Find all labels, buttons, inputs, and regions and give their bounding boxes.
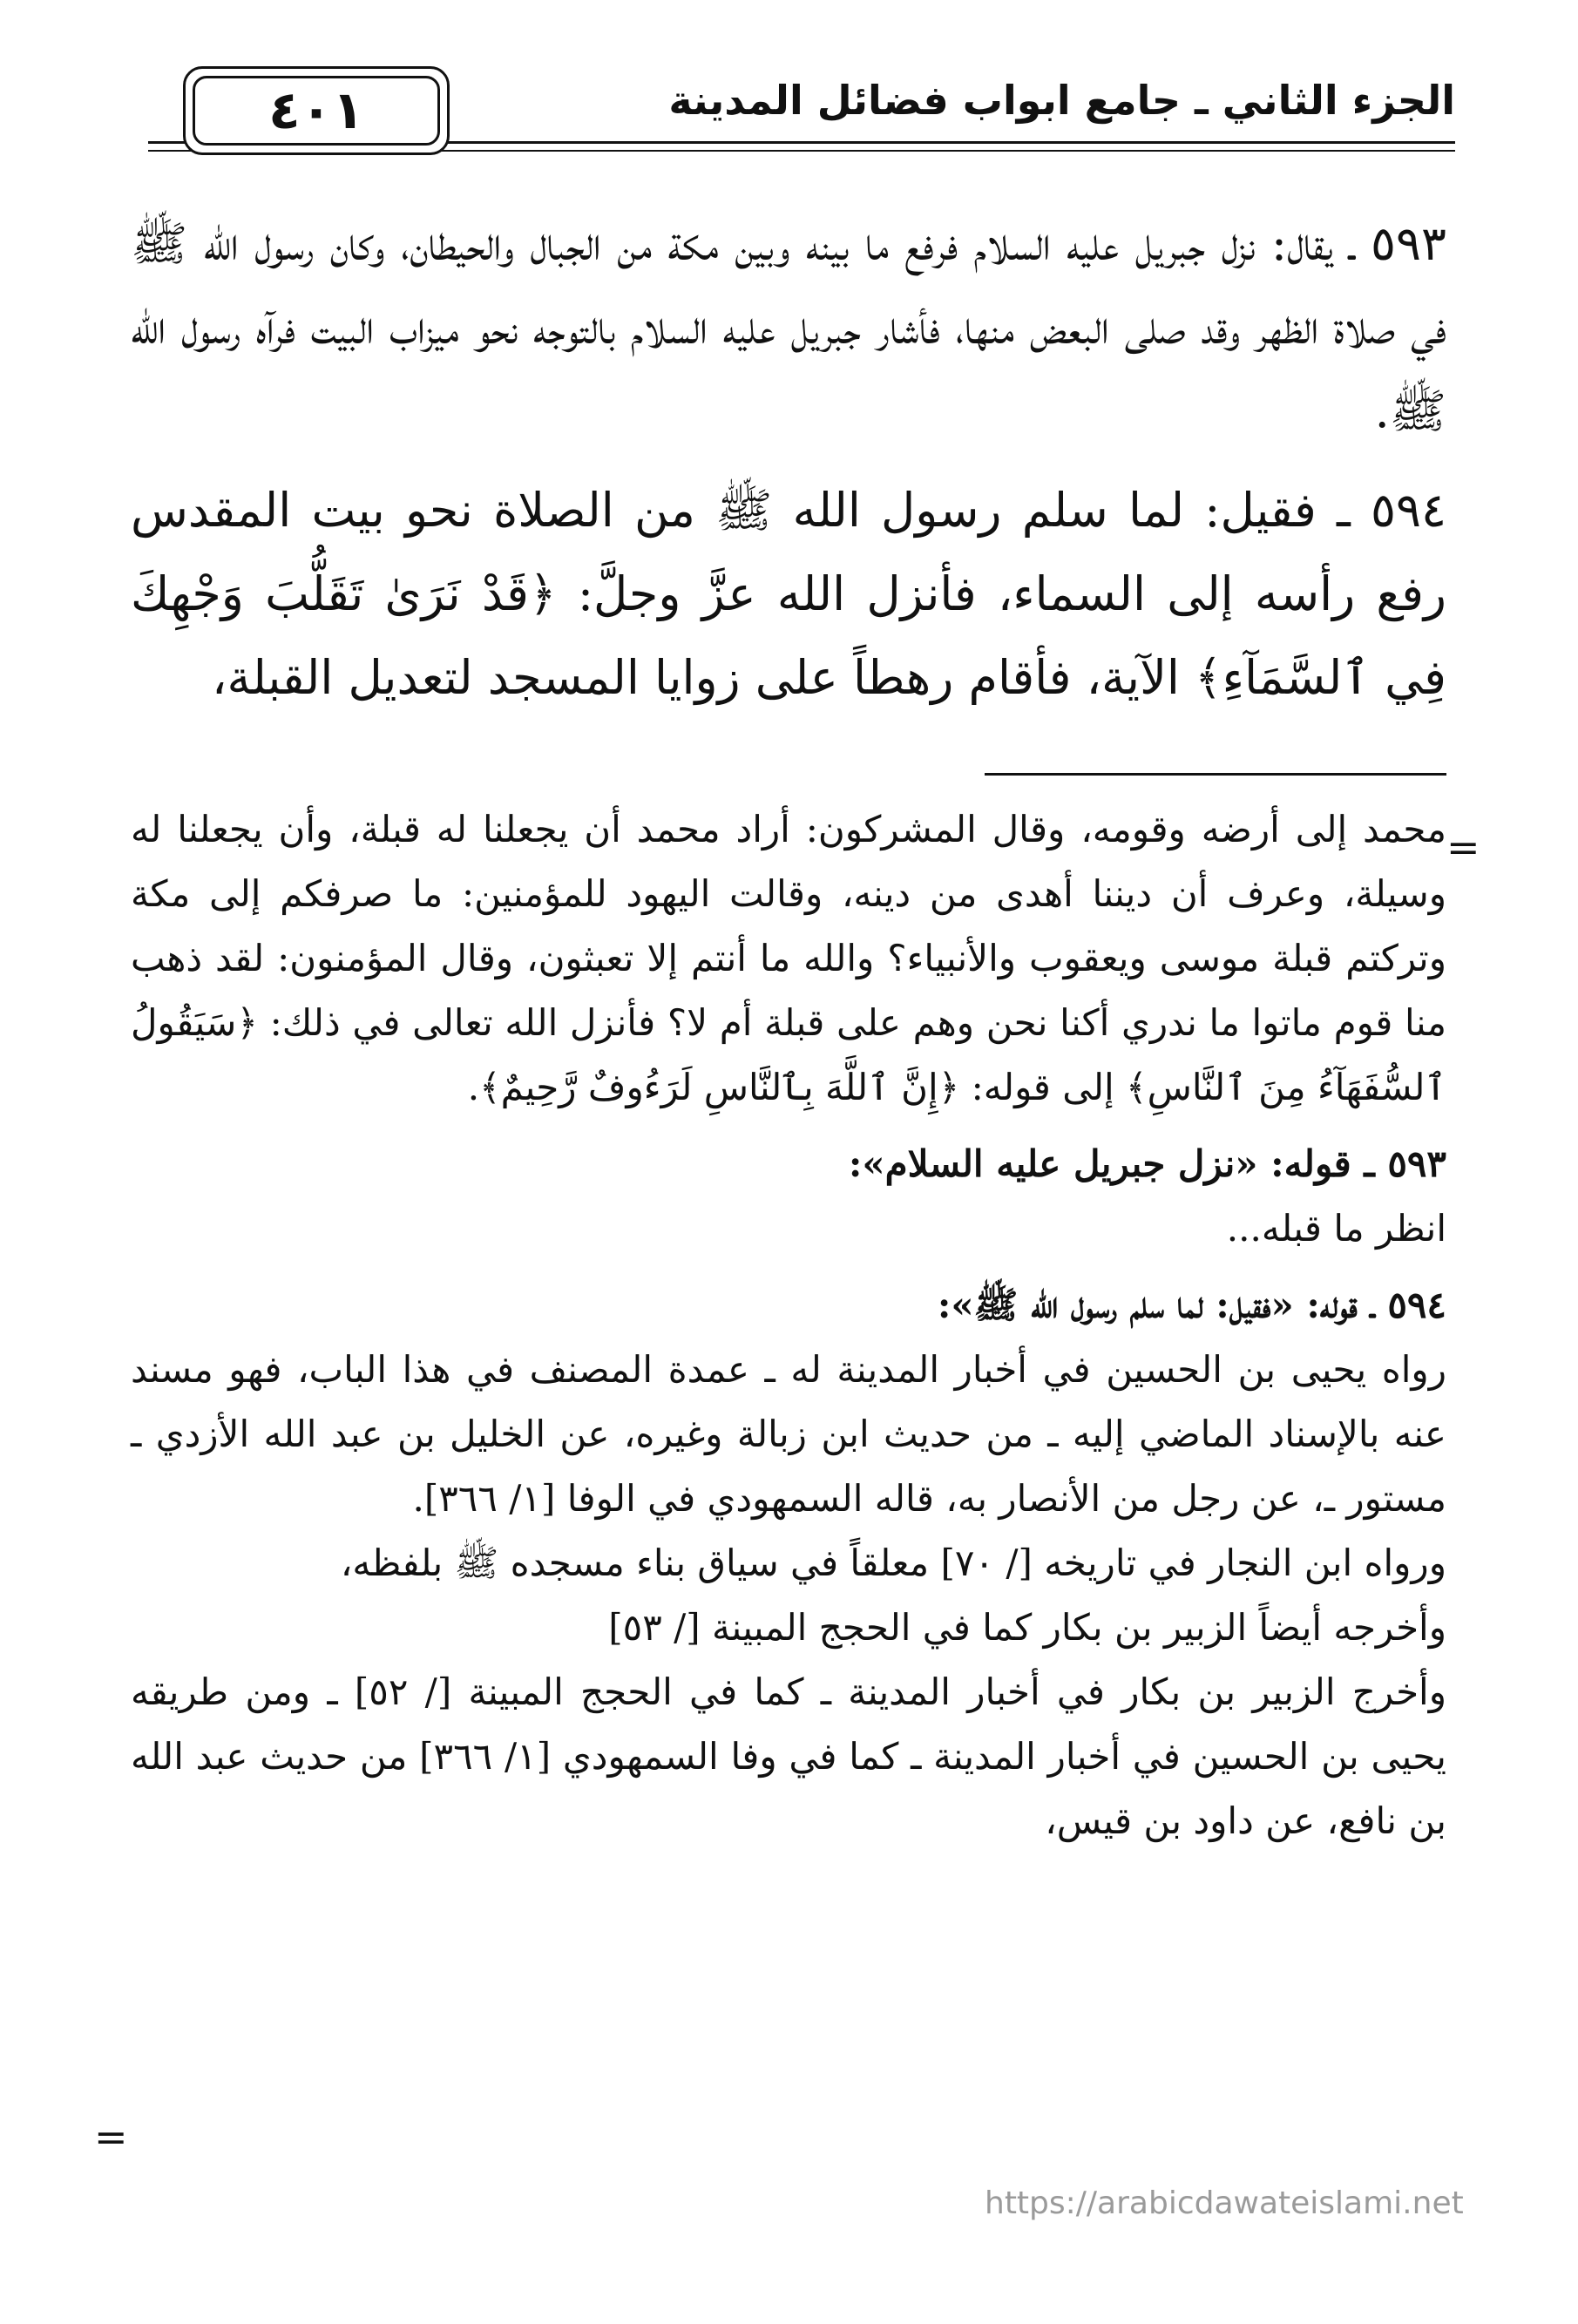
note-594-body-3: وأخرجه أيضاً الزبير بن بكار كما في الحجج المبينة [/ ٥٣] xyxy=(608,1606,1446,1649)
footnotes xyxy=(131,797,1446,1853)
page-header xyxy=(148,61,1455,157)
page-number-frame xyxy=(183,66,450,155)
running-title: الجزء الثاني ـ جامع ابواب فضائل المدينة xyxy=(668,77,1455,124)
page-number: ٤٠١ xyxy=(193,76,440,146)
note-594-body-4: وأخرج الزبير بن بكار في أخبار المدينة ـ كما في الحجج المبينة [/ ٥٢] ـ ومن طريقه يحيى بن الحسين في أخبار المدينة ـ كما في وفا السمهودي [١/ ٣٦٦] من حديث عبد الله بن نافع، عن داود بن قيس، xyxy=(131,1670,1446,1842)
note-594-body-2: ورواه ابن النجار في تاريخه [/ ٧٠] معلقاً في سياق بناء مسجده ﷺ بلفظه، xyxy=(340,1541,1446,1584)
note-594-heading: ٥٩٤ ـ قوله: «فقيل: لما سلم رسول الله ﷺ»: xyxy=(937,1284,1446,1326)
note-593-heading: ٥٩٣ ـ قوله: «نزل جبريل عليه السلام»: xyxy=(848,1142,1446,1185)
end-continuation-mark: = xyxy=(94,2113,128,2160)
paragraph-593: ٥٩٣ ـ يقال: نزل جبريل عليه السلام فرفع ما بينه وبين مكة من الجبال والحيطان، وكان رسول الله ﷺ في صلاة الظهر وقد صلى البعض منها، فأشار جبريل عليه السلام بالتوجه نحو ميزاب البيت فرآه رسول الله ﷺ. xyxy=(131,216,1446,438)
continuation-mark: = xyxy=(1446,823,1480,871)
watermark-url: https://arabicdawateislami.net xyxy=(985,2185,1464,2221)
footnote-continuation: محمد إلى أرضه وقومه، وقال المشركون: أراد محمد أن يجعلنا له قبلة، وأن يجعلنا له وسيلة، وعرف أن ديننا أهدى من دينه، وقالت اليهود للمؤمنين: ما صرفكم إلى مكة وتركتم قبلة موسى ويعقوب والأنبياء؟ والله ما أنتم إلا تعبثون، وقال المؤمنون: لقد ذهب منا قوم ماتوا ما ندري أكنا نحن وهم على قبلة أم لا؟ فأنزل الله تعالى في ذلك: ﴿سَيَقُولُ ٱلسُّفَهَآءُ مِنَ ٱلنَّاسِ﴾ إلى قوله: ﴿إِنَّ ٱللَّهَ بِٱلنَّاسِ لَرَءُوفٌ رَّحِيمٌ﴾. xyxy=(131,808,1446,1108)
note-594-body-1: رواه يحيى بن الحسين في أخبار المدينة له ـ عمدة المصنف في هذا الباب، فهو مسند عنه بالإسناد الماضي إليه ـ من حديث ابن زبالة وغيره، عن الخليل بن عبد الله الأزدي ـ مستور ـ، عن رجل من الأنصار به، قاله السمهودي في الوفا [١/ ٣٦٦]. xyxy=(131,1348,1446,1520)
main-text xyxy=(131,202,1446,735)
paragraph-594: ٥٩٤ ـ فقيل: لما سلم رسول الله ﷺ من الصلاة نحو بيت المقدس رفع رأسه إلى السماء، فأنزل الله عزَّ وجلَّ: ﴿قَدْ نَرَىٰ تَقَلُّبَ وَجْهِكَ فِي ٱلسَّمَآءِ﴾ الآية، فأقام رهطاً على زوايا المسجد لتعديل القبلة، xyxy=(131,483,1446,705)
footnote-separator xyxy=(985,773,1446,776)
note-593-body: انظر ما قبله... xyxy=(1226,1207,1446,1250)
